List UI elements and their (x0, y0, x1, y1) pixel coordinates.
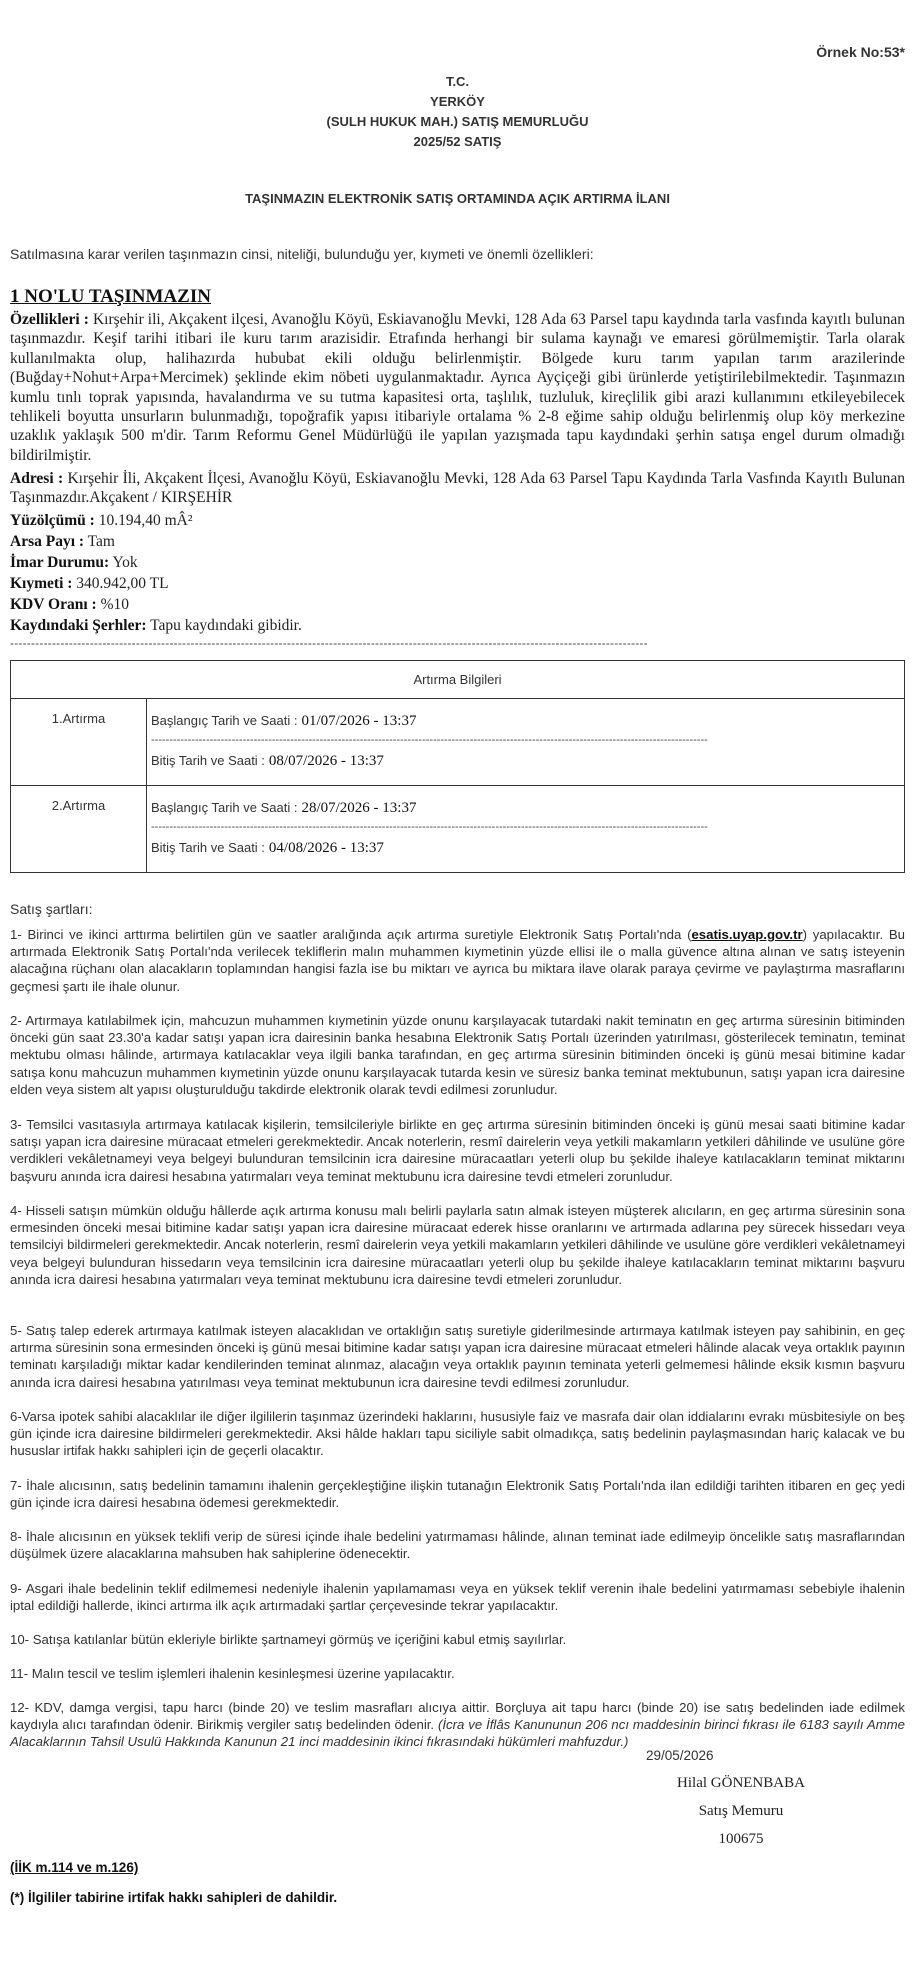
condition-7: 7- İhale alıcısının, satış bedelinin tamamını ihalenin gerçekleştiğine ilişkin tutanağın Elektronik Satış Portalı'nda ilan edildiği tarihten itibaren en geç yedi gün içinde icra dairesi hesabına ödemesi gerekmektedir. (10, 1478, 905, 1511)
start-value: 01/07/2026 - 13:37 (301, 713, 417, 729)
condition-1-text-b: ) yapılacaktır. Bu artırmada Elektronik Satış Portalı'nda verilecek tekliflerin malın muhammen kıymetinin yüzde ellisi ile o malla güvence altına alınan ve satış isteyenin alacağına rüçhanı olan alacakların toplamından hangisi fazla ise bu miktarı ve ayrıca bu miktara ilave olarak paraya çevirme ve paylaştırma masraflarını geçmesi şartı ile ihale olunur. (10, 927, 905, 994)
condition-8: 8- İhale alıcısının en yüksek teklifi verip de süresi içinde ihale bedelini yatırmaması hâlinde, alınan teminat iade edilmeyip öncelikle satış masraflarından düşülmek üzere alacaklarına mahsuben hak sahiplerine ödenecektir. (10, 1529, 905, 1562)
property-annotations (10, 616, 905, 635)
features-text: Kırşehir ili, Akçakent ilçesi, Avanoğlu Köyü, Eskiavanoğlu Mevki, 128 Ada 63 Parsel tapu kaydında tarla vasfında kayıtlı bulunan taşınmazdır. Keşif tarihi itibari ile kuru tarım arazisidir. Etrafında herhangi bir sulama kaynağı ve emaresi görülmemiştir. Tarla olarak kullanılmakta olup, halihazırda hububat ekili olduğu belirlenmiştir. Bölgede kuru tarım yapılan tarım arazilerinde (Buğday+Nohut+Arpa+Mercimek) şeklinde ekim nöbeti uygulanmaktadır. Ayrıca Ayçiçeği gibi ürünlerde yetiştirilebilmektedir. Taşınmazın kumlu tınlı toprak yapısında, havalandırma ve su tutma kapasitesi orta, taşlılık, tuzluluk, kireçlilik gibi arazi kullanımını etkileyebilecek tehlikeli boyutta unsurların bulunmadığı, topoğrafik yapısı itibariyle ortalama % 2-8 eğime sahip olduğu belirlenmiş olup köy merkezine uzaklık yaklaşık 500 m'dir. Tarım Reformu Genel Müdürlüğü ile yapılan yazışmada tapu kaydındaki şerhin satışa engel durum olmadığı bildirilmiştir. (10, 311, 906, 464)
condition-4: 4- Hisseli satışın mümkün olduğu hâllerde açık artırma konusu malı belirli paylarla satın almak isteyen müşterek alıcıların, en geç artırma süresinin sona ermesinden önceki mesai bitimine kadar satışı yapan icra dairesine müracaat ederek hisse oranlarını ve artırmada adlarına pey sürecek hissedarı veya temsilciyi bildirmeleri gerekmektedir. Ancak noterlerin, resmî dairelerin veya yetkili makamların yetkileri dâhilinde ve usulüne göre verdikleri vekâletnameyi veya belgeyi bulunduran hissedarın veya temsilcinin icra dairesine müracaatları yeterli olup bu şekilde ihaleye katılacakların teminat miktarını başvuru anında icra dairesi hesabına yatırmaları veya teminat mektubunu icra dairesine tevdi etmeleri zorunludur. (10, 1203, 905, 1287)
footnote: (*) İlgililer tabirine irtifak hakkı sahipleri de dahildir. (10, 1890, 338, 1905)
row-divider: -------------------------------------------------------------------------------------------------------------------------------------------------------- (151, 821, 708, 833)
header-tc: T.C. (445, 74, 470, 89)
auction-dates (147, 786, 905, 873)
property-vat (10, 595, 905, 614)
header-file-number: 2025/52 SATIŞ (413, 134, 502, 149)
condition-3: 3- Temsilci vasıtasıyla artırmaya katılacak kişilerin, temsilcileriyle birlikte en geç artırma süresinin bitiminden önceki iş günü mesai saati bitimine kadar satışı yapan icra dairesine müracaat etmeleri gerekmektedir. Ancak noterlerin, resmî dairelerin veya yetkili makamların yetkileri dâhilinde ve usulüne göre verdikleri vekâletnameyi veya belgeyi bulunduran temsilcinin icra dairesine müracaatları yeterli olup bu şekilde ihaleye katılacakların teminat miktarını başvuru anında icra dairesi hesabına yatırmaları veya teminat mektubunu icra dairesine tevdi etmeleri zorunludur. (10, 1117, 905, 1184)
condition-11: 11- Malın tescil ve teslim işlemleri ihalenin kesinleşmesi üzerine yapılacaktır. (10, 1666, 455, 1681)
start-label: Başlangıç Tarih ve Saati : (151, 800, 298, 815)
annotations-value: Tapu kaydındaki gibidir. (150, 617, 302, 634)
property-zoning (10, 553, 905, 572)
announcement-title: TAŞINMAZIN ELEKTRONİK SATIŞ ORTAMINDA AÇIK ARTIRMA İLANI (245, 191, 670, 206)
condition-6: 6-Varsa ipotek sahibi alacaklılar ile diğer ilgililerin taşınmaz üzerindeki haklarını, hususiyle faiz ve masrafa dair olan iddialarını evrakı müsbitesiyle on beş gün içinde icra dairesine bildirmeleri gerekmektedir. Aksi hâlde hakları tapu siciliyle sabit olmadıkça, satış bedelinin paylaşmasından hariç kalacak ve bu hususlar irtifak hakkı sahipleri için de geçerli olacaktır. (10, 1409, 905, 1459)
area-label: Yüzölçümü : (10, 512, 95, 529)
end-label: Bitiş Tarih ve Saati : (151, 840, 265, 855)
start-label: Başlangıç Tarih ve Saati : (151, 713, 298, 728)
end-value: 04/08/2026 - 13:37 (268, 840, 384, 856)
auction-table-header-row (11, 661, 905, 699)
auction-row (11, 786, 905, 873)
auction-start (151, 712, 900, 730)
zoning-value: Yok (112, 554, 138, 571)
auction-end (151, 839, 900, 857)
condition-5: 5- Satış talep ederek artırmaya katılmak isteyen alacaklıdan ve ortaklığın satış suretiyle giderilmesinde artırmaya katılmak isteyen pay sahibinin, en geç artırma süresinin sona ermesinden önceki iş günü mesai bitimine kadar satışı yapan icra dairesine müracaat etmeleri hâlinde alacak veya ortaklık payının teminatı karşıladığı miktar kadar kendilerinden teminat alınmaz, alacağın veya ortaklık payının teminata yeterli gelmemesi hâlinde eksik kısmın başvuru anında icra dairesi hesabına yatırılması veya teminat mektubunun icra dairesine tevdi edilmesi zorunludur. (10, 1323, 905, 1390)
conditions-title: Satış şartları: (10, 901, 93, 917)
property-address (10, 469, 905, 508)
auction-row (11, 699, 905, 786)
land-share-label: Arsa Payı : (10, 533, 85, 550)
condition-1 (10, 926, 905, 995)
auction-table-header: Artırma Bilgileri (11, 661, 905, 699)
zoning-label: İmar Durumu: (10, 554, 110, 571)
vat-label: KDV Oranı : (10, 596, 97, 613)
auction-end (151, 752, 900, 770)
signature-number: 100675 (718, 1831, 764, 1847)
row-divider: -------------------------------------------------------------------------------------------------------------------------------------------------------- (151, 734, 708, 746)
auction-start (151, 799, 900, 817)
auction-table (10, 660, 905, 873)
value-amount: 340.942,00 TL (76, 575, 169, 592)
auction-label: 1.Artırma (11, 699, 147, 786)
intro-text: Satılmasına karar verilen taşınmazın cinsi, niteliği, bulunduğu yer, kıymeti ve önemli özellikleri: (10, 246, 594, 262)
condition-9: 9- Asgari ihale bedelinin teklif edilmemesi nedeniyle ihalenin yapılamaması veya en yüksek teklif verenin ihale bedelini yatırmaması sebebiyle ihalenin iptal edildiği hallerde, ikinci artırma ilk açık artırmadaki şartlar çerçevesinde tekrar yapılacaktır. (10, 1581, 905, 1614)
end-value: 08/07/2026 - 13:37 (268, 753, 384, 769)
property-title: 1 NO'LU TAŞINMAZIN (10, 286, 211, 307)
vat-value: %10 (100, 596, 129, 613)
condition-10: 10- Satışa katılanlar bütün ekleriyle birlikte şartnameyi görmüş ve içeriğini kabul etmiş sayılırlar. (10, 1632, 567, 1647)
header-city: YERKÖY (430, 94, 485, 109)
condition-2: 2- Artırmaya katılabilmek için, mahcuzun muhammen kıymetinin yüzde onunu karşılayacak tutardaki nakit teminatın en geç artırma süresinin bitiminden önceki gün saat 23.30'a kadar satışı yapan icra dairesinin banka hesabına Elektronik Satış Portalı üzerinden yatırılması, gösterilecek teminatın, teminat mektubu olması hâlinde, artırmaya katılacaklar veya ilgili banka tarafından, en geç artırma süresinin bitiminden önceki iş günü mesai bitimine kadar satışa konu mahcuzun muhammen kıymetinin yüzde onunu karşılayacak tutarda kesin ve süresiz banka teminat mektubunun, satışı yapan icra dairesine elden veya sistem alt yapısı oluşturulduğu takdirde elektronik olarak tevdi edilmesi zorunludur. (10, 1013, 905, 1097)
section-divider: -------------------------------------------------------------------------------------------------------------------------------------------------------- (10, 636, 648, 650)
area-value: 10.194,40 mÂ² (98, 512, 193, 529)
condition-12 (10, 1699, 905, 1751)
start-value: 28/07/2026 - 13:37 (301, 800, 417, 816)
address-label: Adresi : (10, 470, 64, 487)
signature-date: 29/05/2026 (646, 1748, 714, 1763)
header-office: (SULH HUKUK MAH.) SATIŞ MEMURLUĞU (326, 114, 589, 129)
condition-1-text-a: 1- Birinci ve ikinci arttırma belirtilen gün ve saatler aralığında açık artırma suretiyle Elektronik Satış Portalı'nda ( (10, 927, 692, 942)
features-label: Özellikleri : (10, 311, 89, 328)
signature-title: Satış Memuru (698, 1803, 784, 1819)
annotations-label: Kaydındaki Şerhler: (10, 617, 147, 634)
signature-name: Hilal GÖNENBABA (677, 1775, 805, 1791)
condition-12-legal-note: (İcra ve İflâs Kanununun 206 ncı maddesinin birinci fıkrası ile 6183 sayılı Amme Alacaklarının Tahsil Usulü Hakkında Kanunun 21 inci maddesinin ikinci fıkrasındaki hükümleri mahfuzdur.) (10, 1717, 905, 1750)
address-text: Kırşehir İli, Akçakent İlçesi, Avanoğlu Köyü, Eskiavanoğlu Mevki, 128 Ada 63 Parsel Tapu Kaydında Tarla Vasfında Kayıtlı Bulunan Taşınmazdır.Akçakent / KIRŞEHİR (10, 470, 906, 507)
property-features (10, 310, 905, 465)
end-label: Bitiş Tarih ve Saati : (151, 753, 265, 768)
law-reference: (İİK m.114 ve m.126) (10, 1860, 139, 1875)
property-area (10, 511, 905, 530)
property-land-share (10, 532, 905, 551)
condition-12-text: 12- KDV, damga vergisi, tapu harcı (binde 20) ve teslim masrafları alıcıya aittir. Borçluya ait tapu harcı (binde 20) ise satış bedelinden iade edilmek kaydıyla alıcı tarafından ödenir. Birikmiş vergiler satış bedelinden ödenir. (10, 1700, 905, 1733)
auction-label: 2.Artırma (11, 786, 147, 873)
esatis-link[interactable]: esatis.uyap.gov.tr (691, 927, 803, 942)
sample-number: Örnek No:53* (816, 44, 905, 60)
auction-dates (147, 699, 905, 786)
value-label: Kıymeti : (10, 575, 73, 592)
property-value (10, 574, 905, 593)
land-share-value: Tam (87, 533, 115, 550)
